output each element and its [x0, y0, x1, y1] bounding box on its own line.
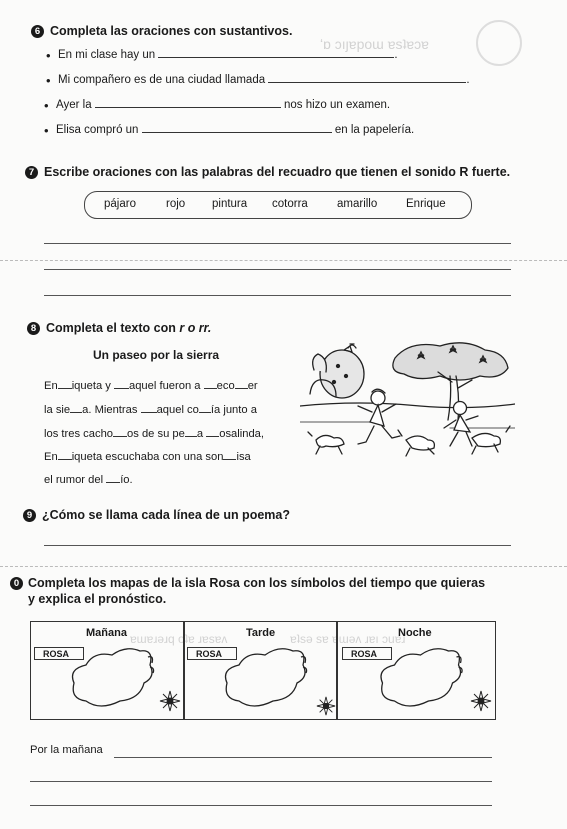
children-running-with-dogs-illustration: [300, 336, 515, 486]
island-rosa-map-tarde: [183, 621, 336, 718]
sentence-4: • Elisa compró un en la papelería.: [56, 124, 414, 136]
poem-line-4: En iqueta escuchaba con una son isa: [44, 451, 251, 463]
sentence-2: • Mi compañero es de una ciudad llamada .: [58, 74, 470, 86]
fold-mark: [0, 566, 567, 567]
blank[interactable]: [268, 82, 466, 83]
word-rojo: rojo: [166, 198, 186, 210]
blank[interactable]: [142, 132, 332, 133]
sentence-1: • En mi clase hay un .: [58, 49, 398, 61]
map-label-box: ROSA: [34, 647, 84, 660]
answer-prompt: Por la mañana: [30, 744, 103, 756]
compass-rose-icon: [159, 690, 181, 712]
poem-line-5: el rumor del ío.: [44, 474, 133, 486]
sentence-3: • Ayer la nos hizo un examen.: [56, 99, 390, 111]
word-pajaro: pájaro: [104, 198, 136, 210]
answer-line[interactable]: [44, 269, 511, 270]
word-enrique: Enrique: [406, 198, 446, 210]
poem-title: Un paseo por la sierra: [93, 348, 220, 362]
answer-line[interactable]: [44, 545, 511, 546]
map-heading-noche: Noche: [398, 627, 432, 639]
fold-mark: [0, 260, 567, 261]
exercise-6-title: Completa las oraciones con sustantivos.: [50, 24, 293, 38]
compass-rose-icon: [470, 690, 492, 712]
exercise-8-title: Completa el texto con r o rr.: [46, 321, 212, 335]
blank[interactable]: [95, 107, 281, 108]
poem-line-2: la sie a. Mientras aquel co ía junto a: [44, 404, 257, 416]
exercise-number-7: 7: [25, 166, 38, 179]
exercise-9-title: ¿Cómo se llama cada línea de un poema?: [42, 508, 290, 522]
word-pintura: pintura: [212, 198, 248, 210]
answer-line[interactable]: [44, 295, 511, 296]
exercise-number-10: 0: [10, 577, 23, 590]
show-through-circle: [476, 20, 522, 66]
show-through-text: ʻɒ ɔıȷɐpoɯ ɐsʇɐɔɐ: [320, 36, 429, 52]
poem-line-1: En iqueta y aquel fueron a eco er: [44, 380, 258, 392]
word-cotorra: cotorra: [272, 198, 308, 210]
show-through-text: ɐɯɐɹǝɹq oʇɐ ɹɐsɐʌ: [130, 632, 228, 646]
show-through-text: ɐʇsǝ sɐ ɐɯǝʌ ɹɐı ɔuɐɹ: [290, 632, 406, 646]
exercise-10-title: Completa los mapas de la isla Rosa con los símbolos del tiempo que quieras: [28, 576, 486, 590]
poem-line-3: los tres cacho os de su pe a osalinda,: [44, 428, 265, 440]
exercise-10-title-continued: y explica el pronóstico.: [28, 592, 167, 606]
compass-rose-icon: [316, 696, 336, 716]
map-heading-manana: Mañana: [86, 627, 127, 639]
answer-line[interactable]: [30, 781, 492, 782]
answer-line[interactable]: [114, 757, 492, 758]
map-label-box: ROSA: [342, 647, 392, 660]
word-amarillo: amarillo: [337, 198, 378, 210]
answer-line[interactable]: [44, 243, 511, 244]
map-label-box: ROSA: [187, 647, 237, 660]
map-heading-tarde: Tarde: [246, 627, 276, 639]
exercise-number-6: 6: [31, 25, 44, 38]
answer-line[interactable]: [30, 805, 492, 806]
exercise-number-9: 9: [23, 509, 36, 522]
exercise-7-title: Escribe oraciones con las palabras del recuadro que tienen el sonido R fuerte.: [44, 165, 511, 179]
exercise-number-8: 8: [27, 322, 40, 335]
blank[interactable]: [158, 57, 394, 58]
